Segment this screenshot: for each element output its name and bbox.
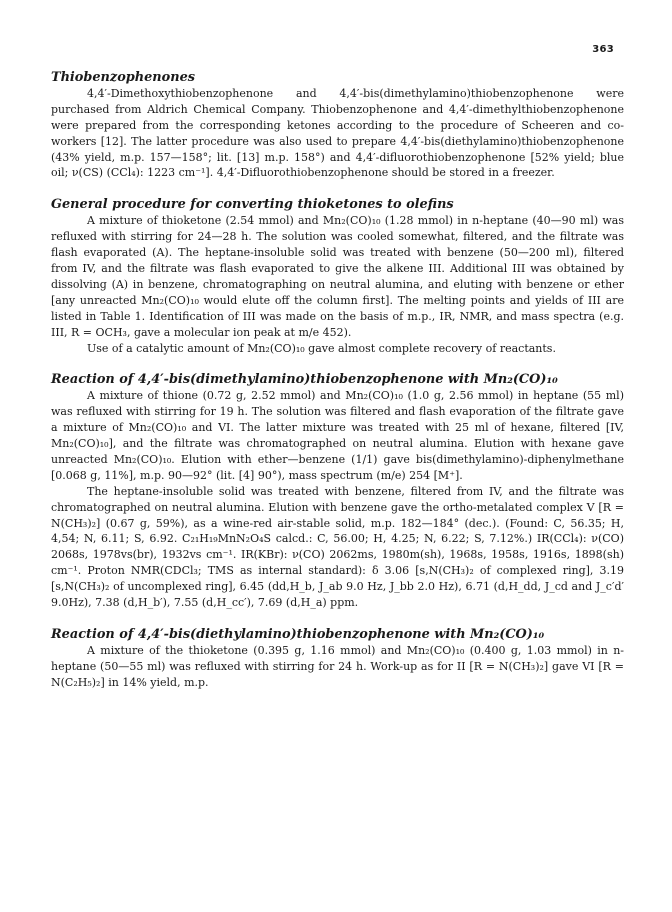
section-heading: General procedure for converting thioketones to olefins [51, 197, 454, 213]
section-general-procedure [51, 197, 624, 356]
article-body [51, 70, 624, 691]
section-dimethylamino-reaction [51, 372, 624, 611]
paragraph: 4,4′-Dimethoxythiobenzophenone and 4,4′-bis(dimethylamino)thiobenzophenone were purchased from Aldrich Chemical Company. Thiobenzophenone and 4,4′-dimethylthiobenzophenone were prepared from the corresponding ketones according to the procedure of Scheeren and co-workers [12]. The latter procedure was also used to prepare 4,4′-bis(diethylamino)thiobenzophenone (43% yield, m.p. 157—158°; lit. [13] m.p. 158°) and 4,4′-difluorothiobenzophenone [52% yield; blue oil; ν(CS) (CCl₄): 1223 cm⁻¹]. 4,4′-Difluorothiobenzophenone should be stored in a freezer. [51, 86, 624, 180]
paragraph: A mixture of thione (0.72 g, 2.52 mmol) and Mn₂(CO)₁₀ (1.0 g, 2.56 mmol) in heptane (55 ml) was refluxed with stirring for 19 h. The solution was filtered and flash evaporation of the filtrate gave a mixture of Mn₂(CO)₁₀ and VI. The latter mixture was treated with 25 ml of hexane, filtered [IV, Mn₂(CO)₁₀], and the filtrate was chromatographed on neutral alumina. Elution with hexane gave unreacted Mn₂(CO)₁₀. Elution with ether—benzene (1/1) gave bis(dimethylamino)-diphenylmethane [0.068 g, 11%], m.p. 90—92° (lit. [4] 90°), mass spectrum (m/e) 254 [M⁺]. [51, 389, 624, 482]
section-diethylamino-reaction [51, 627, 624, 691]
paragraph: Use of a catalytic amount of Mn₂(CO)₁₀ gave almost complete recovery of reactants. [87, 341, 556, 355]
paragraph: A mixture of thioketone (2.54 mmol) and Mn₂(CO)₁₀ (1.28 mmol) in n-heptane (40—90 ml) was refluxed with stirring for 24—28 h. The solution was cooled somewhat, filtered, and the filtrate was flash evaporated (A). The heptane-insoluble solid was treated with benzene (50—200 ml), filtered from IV, and the filtrate was flash evaporated to give the alkene III. Additional III was obtained by dissolving (A) in benzene, chromatographing on neutral alumina, and eluting with benzene or ether [any unreacted Mn₂(CO)₁₀ would elute off the column first]. The melting points and yields of III are listed in Table 1. Identification of III was made on the basis of m.p., IR, NMR, and mass spectra (e.g. III, R = OCH₃, gave a molecular ion peak at m/e 452). [51, 214, 624, 339]
page-number: 363 [592, 44, 614, 55]
paragraph: A mixture of the thioketone (0.395 g, 1.16 mmol) and Mn₂(CO)₁₀ (0.400 g, 1.03 mmol) in n-heptane (50—55 ml) was refluxed with stirring for 24 h. Work-up as for II [R = N(CH₃)₂] gave VI [R = N(C₂H₅)₂] in 14% yield, m.p. [51, 643, 624, 689]
paragraph: The heptane-insoluble solid was treated with benzene, filtered from IV, and the filtrate was chromatographed on neutral alumina. Elution with benzene gave the ortho-metalated complex V [R = N(CH₃)₂] (0.67 g, 59%), as a wine-red air-stable solid, m.p. 182—184° (dec.). (Found: C, 56.35; H, 4,54; N, 6.11; S, 6.92. C₂₁H₁₉MnN₂O₄S calcd.: C, 56.00; H, 4.25; N, 6.22; S, 7.12%.) IR(CCl₄): ν(CO) 2068s, 1978vs(br), 1932vs cm⁻¹. IR(KBr): ν(CO) 2062ms, 1980m(sh), 1968s, 1958s, 1916s, 1898(sh) cm⁻¹. Proton NMR(CDCl₃; TMS as internal standard): δ 3.06 [s,N(CH₃)₂ of complexed ring], 3.19 [s,N(CH₃)₂ of uncomplexed ring], 6.45 (dd,H_b, J_ab 9.0 Hz, J_bb 2.0 Hz), 6.71 (d,H_dd, J_cd and J_c′d′ 9.0Hz), 7.38 (d,H_b′), 7.55 (d,H_cc′), 7.69 (d,H_a) ppm. [51, 484, 624, 610]
section-thiobenzophenones [51, 70, 624, 181]
section-heading: Reaction of 4,4′-bis(dimethylamino)thiobenzophenone with Mn₂(CO)₁₀ [51, 372, 558, 388]
section-heading: Thiobenzophenones [51, 70, 196, 85]
section-heading: Reaction of 4,4′-bis(diethylamino)thiobenzophenone with Mn₂(CO)₁₀ [51, 627, 545, 642]
